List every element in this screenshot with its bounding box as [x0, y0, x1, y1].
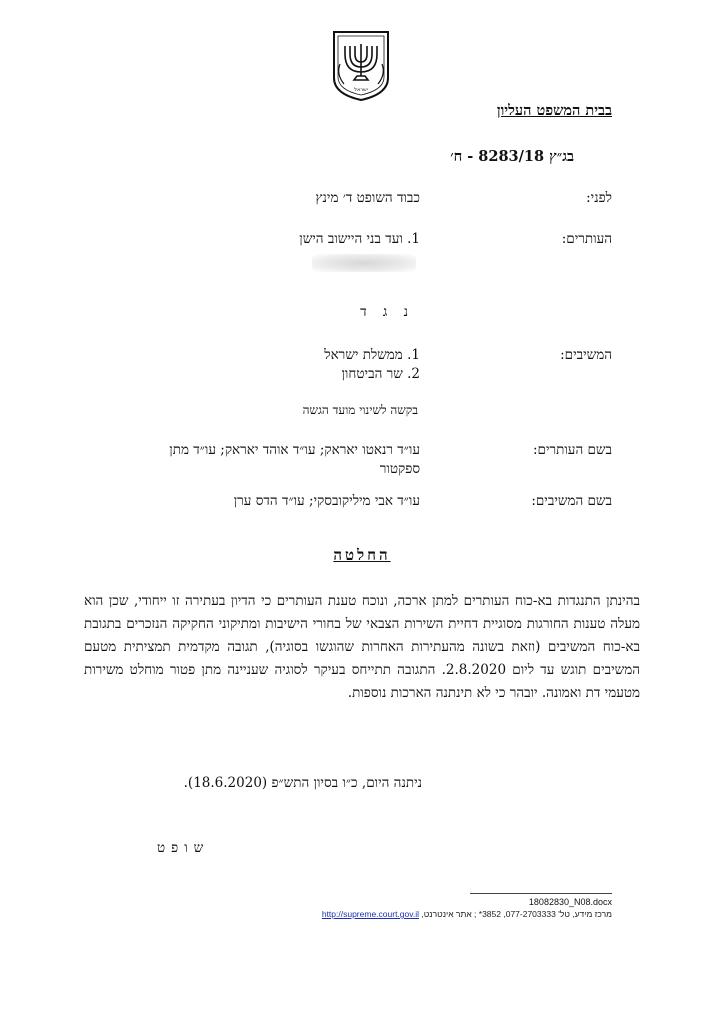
respondent-1: 1. ממשלת ישראל [324, 347, 420, 363]
state-emblem [330, 28, 392, 102]
decision-body: בהינתן התנגדות בא-כוח העותרים למתן ארכה, ונוכח טענת העותרים כי הדיון בעתירה זו ייחודי, שכן הוא מעלה טענות החורגות מסוגיית דחיית השירות הצבאי של בחורי הישיבות ומתיקוני החקיקה הנזכרים בתגובת בא-כוח המשיבים (וזאת בשונה מהעתירות האחרות שהוגשו בסוגיה), תגובה מקדמית תמציתית מטעם המשיבים תוגש עד ליום 2.8.2020. התגובה תתייחס בעיקר לסוגיה שעניינה מתן פטור מוחלט משירות מטעמי דת ואמונה. יובהר כי לא תינתנה הארכות נוספות. [84, 593, 640, 701]
footer-contact [322, 909, 612, 919]
given-date: ניתנה היום, כ״ו בסיון התש״פ (18.6.2020). [183, 775, 422, 791]
petitioners-label: העותרים: [561, 231, 612, 247]
before-value: כבוד השופט ד׳ מינץ [315, 190, 420, 206]
versus-label: נ ג ד [360, 304, 414, 320]
decision-title: החלטה [333, 546, 391, 564]
footer-contact-text: מרכז מידע, טל' 077-2703333, 3852* ; אתר אינטרנט, [421, 909, 612, 919]
request-title: בקשה לשינוי מועד הגשה [302, 403, 418, 417]
court-name: בבית המשפט העליון [496, 102, 612, 119]
respondents-label: המשיבים: [560, 347, 612, 363]
petitioners-counsel-label: בשם העותרים: [532, 442, 612, 458]
before-label: לפני: [586, 190, 612, 206]
respondents-counsel-label: בשם המשיבים: [531, 493, 612, 509]
petitioners-counsel-value: עו״ד רנאטו יאראק; עו״ד אוהד יאראק; עו״ד מתן ספקטור [169, 442, 420, 477]
case-number: בג״ץ 8283/18 - ח׳ [450, 148, 574, 165]
supreme-court-link[interactable]: http://supreme.court.gov.il [321, 909, 420, 919]
petitioner-1: 1. ועד בני היישוב הישן [299, 231, 420, 247]
document-filename: 18082830_N08.docx [528, 897, 612, 907]
respondents-counsel-value: עו״ד אבי מיליקובסקי; עו״ד הדס ערן [233, 493, 420, 509]
judge-signature-label: שופט [157, 840, 210, 856]
respondent-2: 2. שר הביטחון [341, 366, 420, 382]
redacted-text [312, 254, 416, 272]
menorah-emblem-icon [330, 28, 392, 102]
footer-divider [470, 893, 612, 894]
emblem-text: ישראל [354, 87, 368, 93]
